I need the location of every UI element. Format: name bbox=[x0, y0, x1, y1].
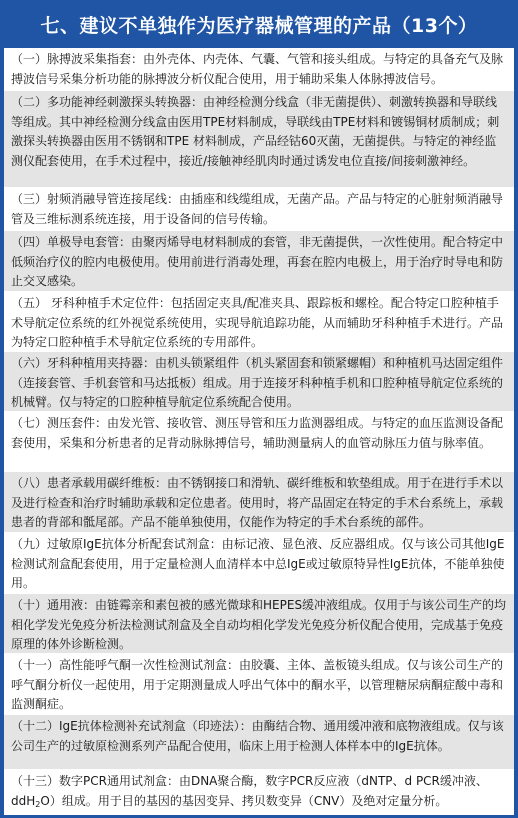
item-description: 由酶结合物、通用缓冲液和底物液组成。仅与该公司生产的过敏原检测系列产品配合使用，临床上用于检测人体样本中的IgE抗体。 bbox=[11, 719, 504, 753]
list-item-3 bbox=[4, 188, 514, 231]
item-description: 由标记液、显色液、反应器组成。仅与该公司其他IgE检测试剂盒配套使用，用于定量检测人血清样本中总IgE或过敏原特异性IgE抗体，不能单独使用。 bbox=[11, 537, 505, 590]
item-description: 由不锈钢接口和滑轨、碳纤维板和软垫组成。用于在进行手术以及进行检查和治疗时辅助承载和定位患者。使用时，将产品固定在特定的手术台系统上，承载患者的背部和骶尾部。产品不能单独使用，仅能作为特定的手术台系统的部件。 bbox=[11, 476, 504, 529]
list-item-2 bbox=[4, 91, 514, 188]
item-description: 由DNA聚合酶，数字PCR反应液（dNTP、d PCR缓冲液、ddH bbox=[11, 774, 488, 808]
list-item-12 bbox=[4, 715, 514, 770]
item-heading: （四）单极导电套管： bbox=[11, 235, 132, 249]
item-description: 由链霉亲和素包被的感光微球和HEPES缓冲液组成。仅用于与该公司生产的均相化学发光免疫分析法检测试剂盒及全自动均相化学发光免疫分析仪配合使用，完成基于免疫原理的体外诊断检测。 bbox=[11, 598, 507, 651]
item-description: 由发光管、接收管、测压导管和压力监测器组成。与特定的血压监测设备配套使用，采集和分析患者的足背动脉脉搏信号，辅助测量病人的血管动脉压力值与脉率值。 bbox=[11, 416, 504, 450]
item-description: 由聚丙烯导电材料制成的套管，非无菌提供，一次性使用。配合特定中低频治疗仪的腔内电极使用。使用前进行消毒处理，再套在腔内电极上，用于治疗时导电和防止交叉感染。 bbox=[11, 235, 504, 288]
item-description: 包括固定夹具/配准夹具、跟踪板和螺栓。配合特定口腔种植手术导航定位系统的红外视觉系统使用，实现导航追踪功能，从而辅助牙科种植手术进行。产品为特定口腔种植手术导航定位系统的专用部件。 bbox=[11, 296, 504, 349]
list-item-13 bbox=[4, 770, 514, 815]
page-title: 七、建议不单独作为医疗器械管理的产品（13个） bbox=[40, 14, 478, 37]
item-description: 由机头锁紧组件（机头紧固套和锁紧螺帽）和种植机马达固定组件（连接套管、手机套管和马达抵板）组成。用于连接牙科种植手机和口腔种植导航定位系统的机械臂。仅与特定的口腔种植导航定位系统配合使用。 bbox=[11, 356, 504, 409]
list-item-4 bbox=[4, 231, 514, 292]
item-description: 由插座和线缆组成，无菌产品。产品与特定的心脏射频消融导管及三维标测系统连接，用于设备间的信号传输。 bbox=[11, 192, 504, 226]
list-item-8 bbox=[4, 472, 514, 533]
item-description: 由神经检测分线盒（非无菌提供）、刺激转换器和导联线等组成。其中神经检测分线盒由医用TPE材料制成，导联线由TPE材料和镀锡铜材质制成；刺激探头转换器由医用不锈钢和TPE 材料制成，产品经钴60灭菌，无菌提供。与特定的神经监测仪配套使用，在手术过程中，接近/接触神经肌肉时通过诱发电位直接/间接刺激神经。 bbox=[11, 95, 500, 168]
product-list bbox=[4, 48, 514, 815]
list-item-7 bbox=[4, 412, 514, 472]
list-item-10 bbox=[4, 594, 514, 654]
item-heading: （九）过敏原IgE抗体分析配套试剂盒： bbox=[11, 537, 222, 551]
item-heading: （八）患者承载用碳纤维板： bbox=[11, 476, 168, 490]
item-heading: （十三）数字PCR通用试剂盒： bbox=[11, 774, 179, 788]
list-item-9 bbox=[4, 533, 514, 594]
item-description-end: ）组成。用于目的基因的基因变异、拷贝数变异（CNV）及绝对定量分析。 bbox=[49, 793, 448, 808]
item-heading: （三）射频消融导管连接尾线： bbox=[11, 192, 180, 206]
item-description: 由胶囊、主体、盖板镜头组成。仅与该公司生产的呼气酮分析仪一起使用，用于定期测量成人呼出气体中的酮水平，以管理糖尿病酮症酸中毒和监测酮症。 bbox=[11, 658, 504, 711]
item-description: 由外壳体、内壳体、气囊、气管和接头组成。与特定的具备充气及脉搏波信号采集分析功能的脉搏波分析仪配合使用，用于辅助采集人体脉搏波信号。 bbox=[11, 52, 504, 86]
item-heading: （五） 牙科种植手术定位件： bbox=[11, 296, 171, 310]
item-heading: （一）脉搏波采集指套： bbox=[11, 52, 144, 66]
item-heading: （十一）高性能呼气酮一次性检测试剂盒： bbox=[11, 658, 240, 672]
item-heading: （二）多功能神经刺激探头转换器： bbox=[11, 95, 204, 109]
list-item-1 bbox=[4, 48, 514, 91]
item-heading: （七）测压套件： bbox=[11, 416, 108, 430]
list-item-6 bbox=[4, 352, 514, 412]
list-item-5 bbox=[4, 292, 514, 352]
item-heading: （十二）IgE抗体检测补充试剂盒（印迹法）： bbox=[11, 719, 252, 733]
list-item-11 bbox=[4, 654, 514, 715]
subscript-2: 2 bbox=[35, 799, 41, 809]
item-heading: （六）牙科种植用夹持器： bbox=[11, 356, 156, 370]
item-heading: （十）通用液： bbox=[11, 598, 96, 612]
item-description-cont: O bbox=[40, 793, 50, 808]
